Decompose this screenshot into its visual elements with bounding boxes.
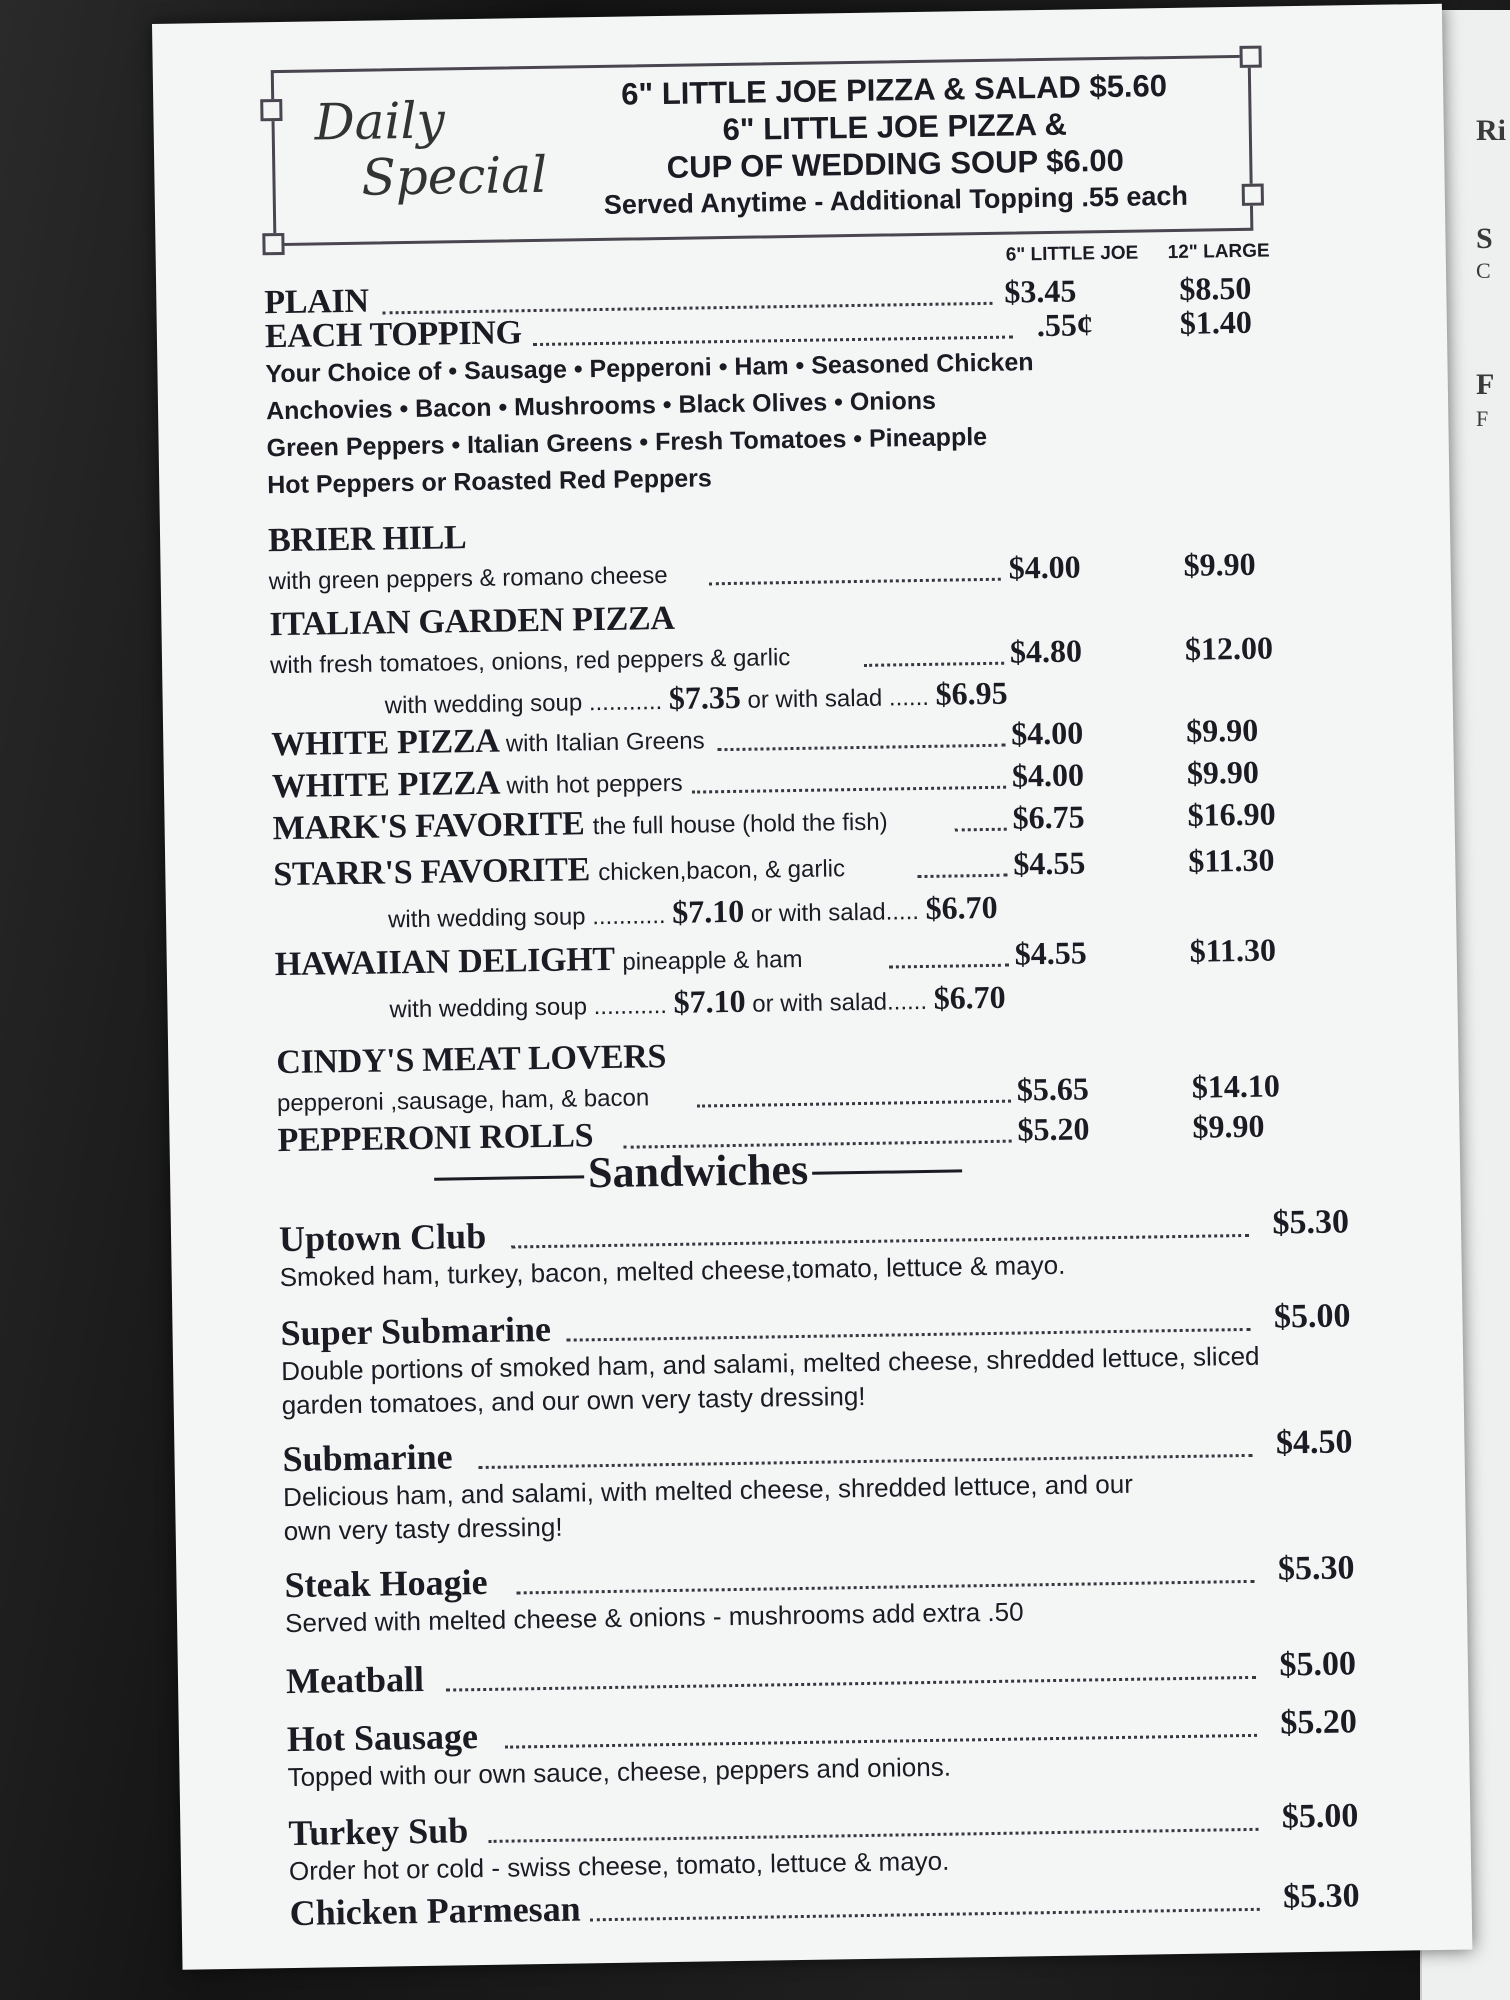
dot-leader [697,1097,1011,1108]
item-description: pepperoni ,sausage, ham, & bacon [276,1084,650,1118]
price-little-joe: $4.80 [1009,632,1083,670]
price-little-joe: $4.55 [1014,934,1087,972]
sandwich-name: Steak Hoagie [284,1561,488,1606]
item-name: CINDY'S MEAT LOVERS [276,1038,667,1082]
dot-leader [692,783,1006,794]
sandwich-price: $5.00 [1281,1797,1359,1836]
price-little-joe: .55¢ [1036,306,1094,344]
combo-salad-label: or with salad ...... [747,683,930,714]
item-name: EACH TOPPING [264,314,522,356]
combo-salad-label: or with salad..... [750,898,920,928]
combo-soup-price: $7.35 [668,678,742,716]
sandwich-price: $4.50 [1275,1423,1353,1462]
item-description: with hot peppers [506,769,683,800]
item-name: STARR'S FAVORITE [273,851,591,894]
price-large: $9.90 [1192,1107,1265,1145]
item-description: chicken,bacon, & garlic [598,855,846,887]
sandwich-item [288,1795,1359,1888]
dot-leader [590,1905,1260,1922]
price-little-joe: $4.00 [1011,756,1085,794]
price-large: $8.50 [1179,269,1252,307]
toppings-line: Your Choice of • Sausage • Pepperoni • Ham • Seasoned Chicken [265,348,1034,389]
item-description: with green peppers & romano cheese [268,561,668,596]
dot-leader [533,333,1013,347]
sandwich-description: Order hot or cold - swiss cheese, tomato, lettuce & mayo. [288,1845,950,1887]
facing-page-fragment: C [1476,258,1491,283]
price-little-joe: $5.20 [1017,1110,1090,1148]
daily-special-title-line2: Special [360,145,548,207]
combo-soup-label: with wedding soup ........... [384,688,663,720]
dot-leader [446,1673,1256,1692]
sandwich-item [286,1643,1357,1702]
price-little-joe: $5.65 [1016,1070,1090,1108]
combo-salad-label: or with salad...... [752,987,928,1018]
dot-leader [864,659,1004,667]
dot-leader [709,575,1001,586]
menu-item-hawaiian-delight [275,930,1325,986]
combo-salad-price: $6.95 [935,674,1008,712]
item-name: PEPPERONI ROLLS [277,1117,594,1160]
combo-starrs [388,887,1088,934]
daily-special-title [314,91,547,207]
special-offer-note: Served Anytime - Additional Topping .55 each [603,180,1189,220]
dot-leader [567,1325,1251,1342]
item-description: pineapple & ham [622,945,803,976]
combo-hawaiian [389,977,1089,1024]
price-large: $9.90 [1186,753,1260,791]
sandwich-item [287,1701,1358,1794]
dot-leader [489,1825,1259,1843]
dot-leader [917,871,1007,878]
box-corner-ornament [1242,184,1264,206]
special-offer-line: CUP OF WEDDING SOUP $6.00 [666,142,1125,185]
sandwich-name: Chicken Parmesan [289,1888,581,1934]
col-header-little-joe: 6" LITTLE JOE [1005,242,1139,266]
col-header-large: 12" LARGE [1167,240,1270,264]
sandwiches-heading [398,1141,999,1201]
toppings-line: Hot Peppers or Roasted Red Peppers [267,464,712,500]
sandwich-name: Meatball [285,1658,425,1702]
sandwich-name: Uptown Club [278,1215,487,1260]
price-large: $9.90 [1183,545,1256,583]
sandwich-item [284,1547,1355,1640]
dot-leader [889,961,1009,969]
sandwiches-title: Sandwiches [587,1144,809,1198]
combo-salad-price: $6.70 [925,888,998,926]
item-name: HAWAIIAN DELIGHT [274,940,615,984]
item-name: WHITE PIZZA [271,722,498,764]
toppings-line: Green Peppers • Italian Greens • Fresh Tomatoes • Pineapple [266,422,988,463]
sandwich-description: Topped with our own sauce, cheese, peppers and onions. [287,1751,952,1793]
price-little-joe: $3.45 [1004,272,1077,310]
price-large: $16.90 [1187,795,1276,833]
heading-rule [434,1176,584,1181]
menu-page [152,4,1472,1970]
sandwich-price: $5.30 [1272,1203,1350,1242]
combo-soup-label: with wedding soup ........... [387,902,666,934]
toppings-line: Anchovies • Bacon • Mushrooms • Black Olives • Onions [265,386,937,426]
item-description: with Italian Greens [505,727,705,758]
sandwich-item [280,1295,1352,1422]
facing-page-fragment: S [1476,222,1493,255]
facing-page-fragment: F [1476,406,1489,431]
box-corner-ornament [260,99,282,121]
sandwich-item [282,1421,1354,1548]
item-name: PLAIN [264,282,369,322]
combo-soup-price: $7.10 [671,892,745,930]
price-little-joe: $4.55 [1013,844,1086,882]
dot-leader [955,825,1007,832]
item-name: BRIER HILL [267,519,467,560]
facing-page-fragment: F [1476,368,1495,401]
item-description: the full house (hold the fish) [592,808,888,841]
price-large: $1.40 [1179,303,1253,341]
combo-soup-price: $7.10 [673,982,746,1020]
daily-special-offers [554,66,1236,225]
box-corner-ornament [262,233,284,255]
sandwich-description: Smoked ham, turkey, bacon, melted cheese,tomato, lettuce & mayo. [279,1249,1066,1293]
price-large: $14.10 [1191,1067,1281,1105]
daily-special-box [271,55,1254,246]
toppings-list [265,343,1117,504]
sandwich-item [279,1201,1350,1294]
sandwich-description: Served with melted cheese & onions - mushrooms add extra .50 [284,1596,1024,1639]
sandwich-price: $5.30 [1282,1877,1360,1916]
dot-leader [517,1577,1255,1595]
daily-special-title-line1: Daily [314,91,446,152]
heading-rule [812,1170,962,1175]
dot-leader [479,1451,1253,1469]
combo-soup-label: with wedding soup ........... [389,992,668,1024]
special-offer-line: 6" LITTLE JOE PIZZA & SALAD $5.60 [620,68,1168,112]
sandwich-price: $5.20 [1280,1703,1358,1742]
menu-item-starrs-favorite [273,840,1323,896]
price-large: $11.30 [1189,931,1277,969]
sandwich-description: Double portions of smoked ham, and salami, melted cheese, shredded lettuce, sliced garden tomatoes, and our own very tasty dressing! [280,1340,1260,1421]
sandwich-name: Hot Sausage [286,1716,479,1760]
sandwich-price: $5.30 [1277,1549,1355,1588]
sandwich-price: $5.00 [1279,1645,1357,1684]
price-little-joe: $4.00 [1008,548,1081,586]
sandwich-name: Turkey Sub [288,1810,469,1854]
box-corner-ornament [1239,46,1261,68]
sandwich-name: Super Submarine [280,1308,552,1354]
price-little-joe: $6.75 [1012,798,1085,836]
item-description: with fresh tomatoes, onions, red peppers & garlic [269,644,791,680]
price-large: $12.00 [1184,629,1274,667]
item-name: MARK'S FAVORITE [272,805,585,848]
item-name: ITALIAN GARDEN PIZZA [269,599,675,644]
dot-leader [717,741,1005,752]
special-offer-line: 6" LITTLE JOE PIZZA & [722,106,1068,148]
price-large: $9.90 [1185,711,1259,749]
sandwich-price: $5.00 [1273,1297,1351,1336]
sandwich-name: Submarine [282,1436,453,1480]
item-name: WHITE PIZZA [271,764,499,806]
dot-leader [511,1231,1249,1249]
price-large: $11.30 [1187,841,1275,879]
sandwich-description: Delicious ham, and salami, with melted cheese, shredded lettuce, and our own very tasty dressing! [282,1468,1134,1547]
dot-leader [505,1731,1257,1749]
combo-salad-price: $6.70 [933,978,1006,1016]
facing-page-fragment: Ri [1476,114,1506,147]
price-little-joe: $4.00 [1010,714,1084,752]
